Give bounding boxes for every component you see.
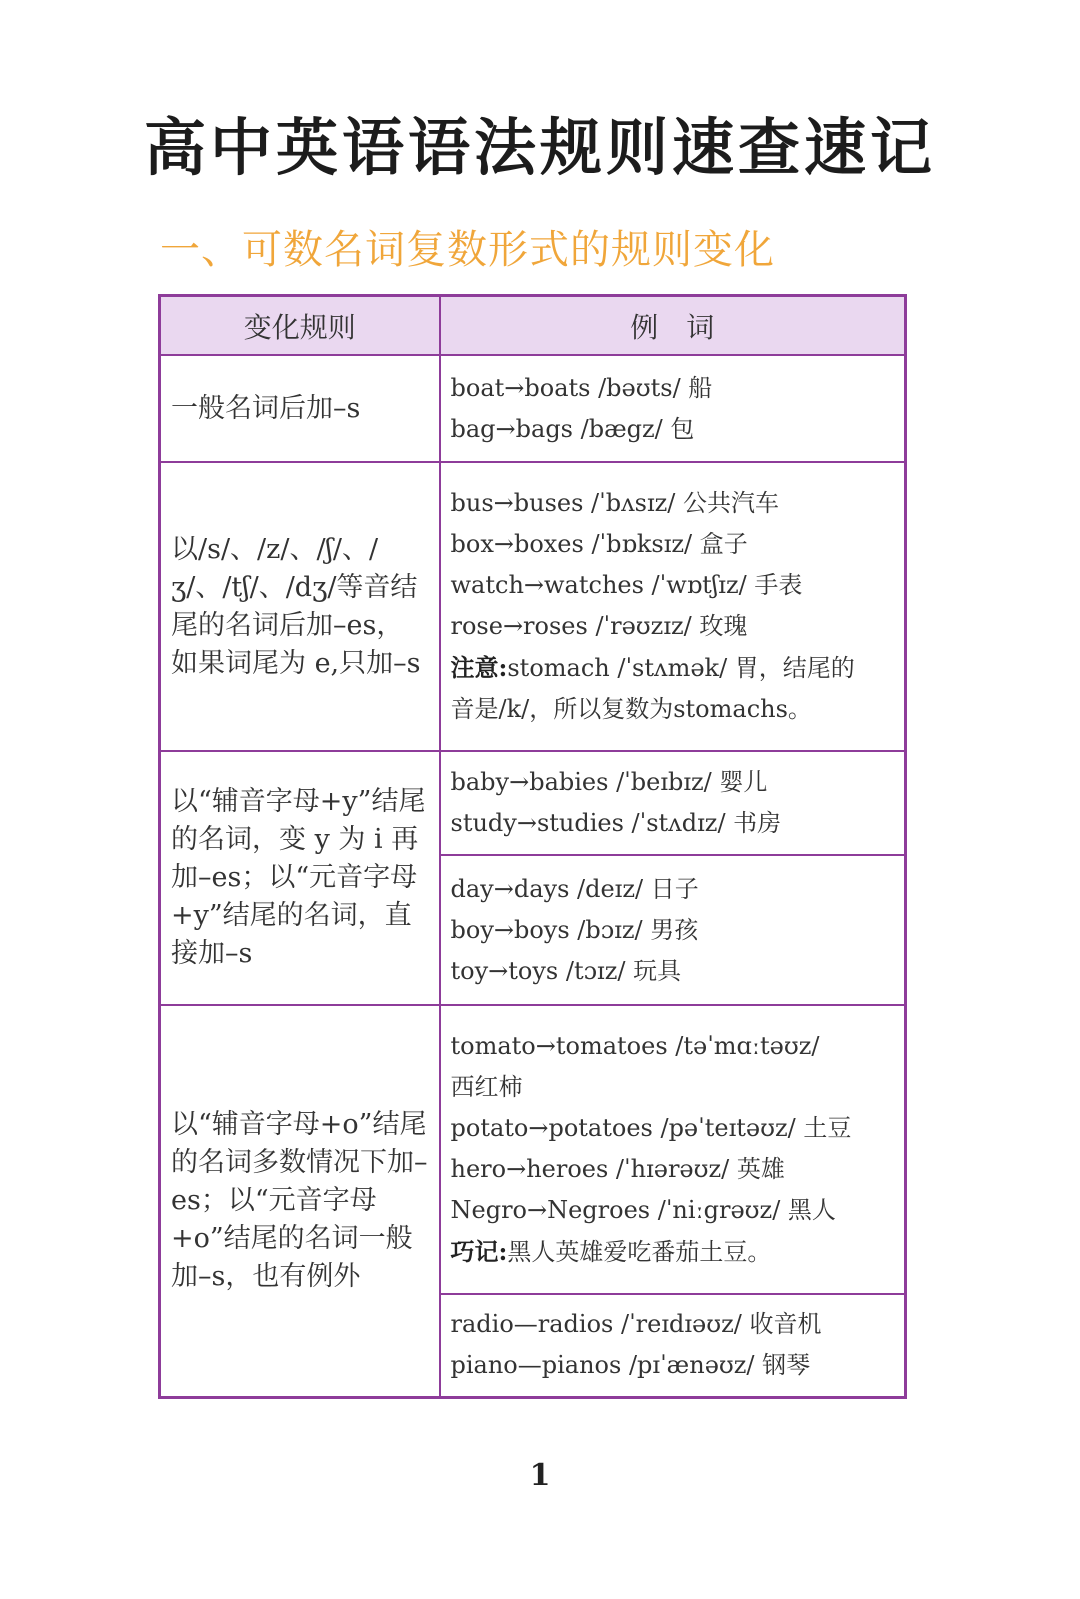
note-line: 音是/k/，所以复数为stomachs。 [450,695,812,723]
table-row [160,462,906,751]
note-text: stomach /ˈstʌmək/ 胃，结尾的 [507,654,855,682]
example-line: potato→potatoes /pəˈteɪtəʊz/ 土豆 [450,1114,852,1142]
plural-rules-table [158,294,907,1399]
example-line: piano—pianos /pɪˈænəʊz/ 钢琴 [450,1351,811,1380]
example-line: boat→boats /bəʊts/ 船 [450,373,713,402]
table-row [160,1005,906,1294]
example-line: radio—radios /ˈreɪdɪəʊz/ 收音机 [450,1310,822,1339]
example-cell [440,1294,906,1397]
header-rule: 变化规则 [160,296,440,356]
rule-cell: 以“辅音字母+o”结尾的名词多数情况下加–es；以“元音字母+o”结尾的名词一般加–s，也有例外 [160,1005,440,1397]
example-line: 西红柿 [450,1073,523,1101]
tip-text: 黑人英雄爱吃番茄土豆。 [507,1238,772,1266]
table-row [160,355,906,462]
tip-label: 巧记: [450,1237,508,1266]
example-line: Negro→Negroes /ˈniːgrəʊz/ 黑人 [450,1196,836,1224]
example-cell [440,462,906,751]
rule-cell: 一般名词后加–s [160,355,440,462]
note-label: 注意: [450,653,508,682]
example-line: baby→babies /ˈbeɪbɪz/ 婴儿 [450,768,768,796]
example-cell [440,355,906,462]
table-header-row [160,296,906,356]
example-line: tomato→tomatoes /təˈmɑːtəʊz/ [450,1032,820,1060]
example-line: day→days /deɪz/ 日子 [450,874,699,903]
page-title: 高中英语语法规则速查速记 [143,111,936,184]
rule-cell: 以/s/、/z/、/ʃ/、/ʒ/、/tʃ/、/dʒ/等音结尾的名词后加–es，如果词尾为 e,只加–s [160,462,440,751]
header-examples: 例 词 [440,296,906,356]
tip-line [451,1231,895,1273]
example-cell [440,1005,906,1294]
example-line: boy→boys /bɔɪz/ 男孩 [450,915,699,944]
example-line: box→boxes /ˈbɒksɪz/ 盒子 [450,530,748,558]
example-line: bag→bags /bægz/ 包 [450,414,695,443]
example-cell [440,751,906,855]
page-number: 1 [529,1458,551,1493]
table-row [160,751,906,855]
note-line [451,647,895,689]
rule-cell: 以“辅音字母+y”结尾的名词，变 y 为 i 再加–es；以“元音字母+y”结尾的名词，直接加–s [160,751,440,1005]
example-line: rose→roses /ˈrəʊzɪz/ 玫瑰 [450,612,748,640]
example-line: hero→heroes /ˈhɪərəʊz/ 英雄 [450,1155,785,1183]
example-line: watch→watches /ˈwɒtʃɪz/ 手表 [450,571,803,599]
section-heading: 一、可数名词复数形式的规则变化 [160,227,775,273]
example-cell [440,855,906,1005]
example-line: study→studies /ˈstʌdɪz/ 书房 [450,809,782,837]
example-line: toy→toys /tɔɪz/ 玩具 [450,956,682,985]
example-line: bus→buses /ˈbʌsɪz/ 公共汽车 [450,489,779,517]
